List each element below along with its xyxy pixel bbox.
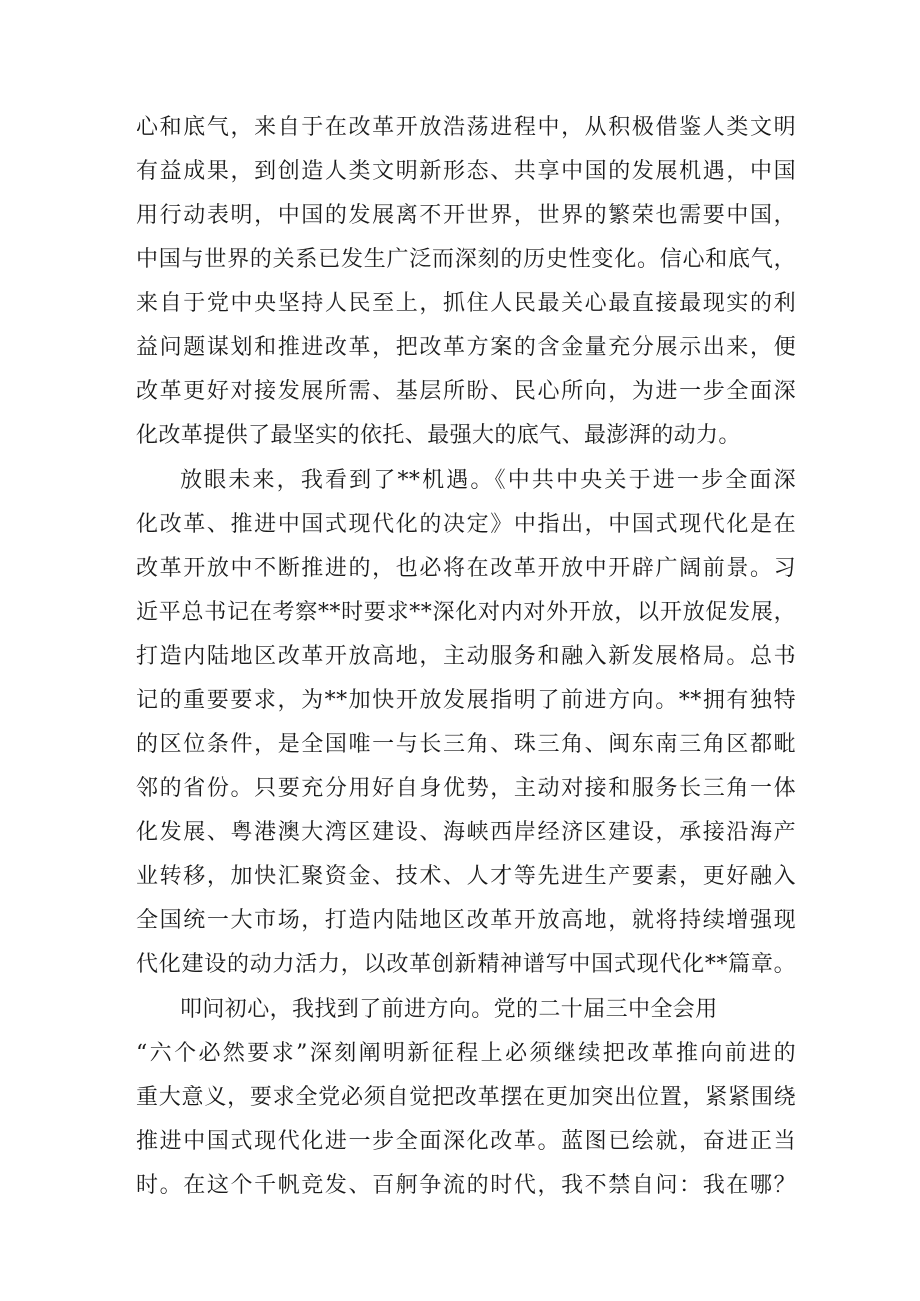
text-line: 化发展、粤港澳大湾区建设、海峡西岸经济区建设，承接沿海产 bbox=[136, 820, 796, 845]
text-line: 改革更好对接发展所需、基层所盼、民心所向，为进一步全面深 bbox=[136, 379, 796, 404]
text-line: 推进中国式现代化进一步全面深化改革。蓝图已绘就，奋进正当 bbox=[136, 1129, 796, 1154]
text-line: 化改革、推进中国式现代化的决定》中指出，中国式现代化是在 bbox=[136, 512, 796, 537]
text-line: 用行动表明，中国的发展离不开世界，世界的繁荣也需要中国， bbox=[136, 203, 796, 228]
text-line: 全国统一大市场，打造内陆地区改革开放高地，就将持续增强现 bbox=[136, 908, 796, 933]
text-line: 的区位条件，是全国唯一与长三角、珠三角、闽东南三角区都毗 bbox=[136, 732, 796, 757]
text-line: 近平总书记在考察**时要求**深化对内对外开放，以开放促发展， bbox=[136, 600, 796, 625]
text-line: 邻的省份。只要充分用好自身优势，主动对接和服务长三角一体 bbox=[136, 776, 796, 801]
text-line: 益问题谋划和推进改革，把改革方案的含金量充分展示出来，便 bbox=[136, 335, 796, 360]
text-line: 重大意义，要求全党必须自觉把改革摆在更加突出位置，紧紧围绕 bbox=[136, 1085, 796, 1110]
text-line: 代化建设的动力活力，以改革创新精神谱写中国式现代化**篇章。 bbox=[136, 952, 796, 977]
text-line: 化改革提供了最坚实的依托、最强大的底气、最澎湃的动力。 bbox=[136, 423, 741, 448]
paragraph-start-line: 叩问初心，我找到了前进方向。党的二十届三中全会用 bbox=[180, 997, 718, 1022]
text-line: 来自于党中央坚持人民至上，抓住人民最关心最直接最现实的利 bbox=[136, 291, 796, 316]
text-line: 中国与世界的关系已发生广泛而深刻的历史性变化。信心和底气， bbox=[136, 247, 796, 272]
text-line: 记的重要要求，为**加快开放发展指明了前进方向。**拥有独特 bbox=[136, 688, 796, 713]
text-line: 有益成果，到创造人类文明新形态、共享中国的发展机遇，中国 bbox=[136, 159, 796, 184]
paragraph-start-line: 放眼未来，我看到了**机遇。《中共中央关于进一步全面深 bbox=[180, 468, 796, 493]
text-line: “六个必然要求”深刻阐明新征程上必须继续把改革推向前进的 bbox=[136, 1041, 796, 1066]
text-line: 心和底气，来自于在改革开放浩荡进程中，从积极借鉴人类文明 bbox=[136, 115, 796, 140]
text-line: 时。在这个千帆竞发、百舸争流的时代，我不禁自问：我在哪？ bbox=[136, 1173, 796, 1198]
text-line: 业转移，加快汇聚资金、技术、人才等先进生产要素，更好融入 bbox=[136, 864, 796, 889]
text-line: 打造内陆地区改革开放高地，主动服务和融入新发展格局。总书 bbox=[136, 644, 796, 669]
text-line: 改革开放中不断推进的，也必将在改革开放中开辟广阔前景。习 bbox=[136, 556, 796, 581]
